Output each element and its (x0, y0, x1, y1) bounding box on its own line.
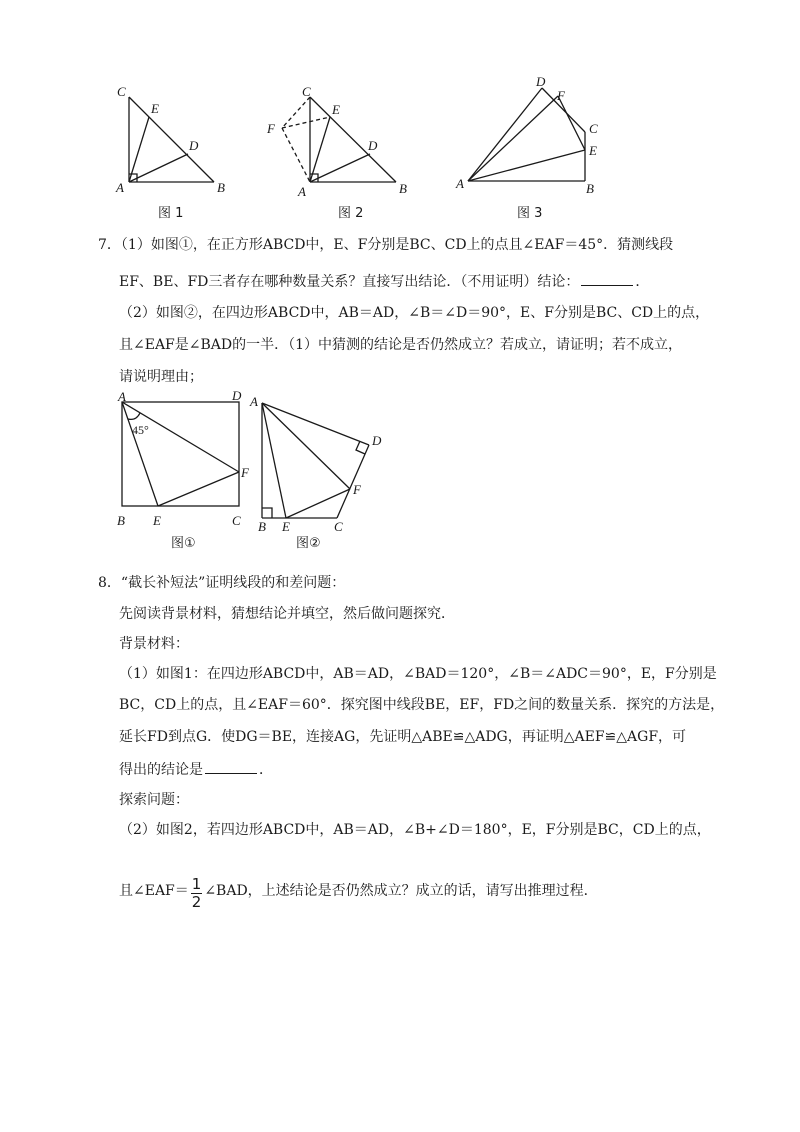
figure-1-caption: 图 1 (158, 206, 184, 221)
q7-line-2-text: EF、BE、FD三者存在哪种数量关系？直接写出结论．（不用证明）结论： (119, 274, 580, 290)
segment-cf-dashed (282, 97, 310, 128)
label-d: D (232, 388, 242, 403)
q7-figure-1-caption: 图① (171, 536, 196, 551)
label-b: B (117, 513, 125, 528)
q7-figure-2-diagram (252, 388, 397, 533)
label-b: B (217, 180, 225, 195)
segment-ae (310, 117, 330, 182)
fraction-numerator: 1 (191, 875, 202, 893)
label-e: E (153, 513, 161, 528)
label-e: E (332, 102, 340, 117)
label-f: F (241, 465, 249, 480)
fraction-one-half (191, 876, 203, 911)
q7-line-2-end: ． (635, 274, 650, 290)
q8-line-3: 背景材料： (119, 636, 189, 652)
label-d: D (189, 138, 199, 153)
answer-blank-q7[interactable] (581, 270, 633, 286)
q7-line-4: 且∠EAF是∠BAD的一半．（1）中猜测的结论是否仍然成立？若成立，请证明；若不成立， (119, 337, 683, 353)
label-a: A (456, 176, 464, 191)
label-b: B (399, 181, 407, 196)
label-d: D (368, 138, 378, 153)
q8-line-7-end: ． (259, 762, 273, 778)
label-e: E (151, 101, 159, 116)
label-b: B (586, 181, 594, 196)
segment-fe-dashed (282, 117, 330, 128)
segment-fa-dashed (282, 128, 310, 182)
q8-line-6: 延长FD到点G．使DG＝BE，连接AG，先证明△ABE≌△ADG，再证明△AEF≌△AGF，可 (119, 729, 687, 745)
q7-line-1-text: （1）如图①，在正方形ABCD中，E、F分别是BC、CD上的点且∠EAF＝45°．猜测线段 (120, 237, 674, 253)
label-f: F (267, 121, 275, 136)
fraction-denominator: 2 (191, 893, 202, 911)
q7-figure-1-diagram (110, 388, 255, 533)
segment-ef (286, 489, 350, 518)
segment-ae (122, 402, 158, 506)
q8-line-10 (119, 876, 598, 911)
q7-line-5: 请说明理由； (119, 369, 203, 385)
q8-line-5: BC，CD上的点，且∠EAF＝60°．探究图中线段BE，EF，FD之间的数量关系．探究的方法是， (119, 697, 725, 713)
angle-arc (128, 413, 140, 419)
q7-line-1 (98, 235, 673, 255)
segment-ae (129, 117, 149, 182)
label-c: C (302, 84, 311, 99)
q7-figure-2 (252, 388, 397, 533)
label-d: D (372, 433, 382, 448)
segment-af (468, 96, 558, 181)
q7-line-3: （2）如图②，在四边形ABCD中，AB＝AD，∠B＝∠D＝90°，E、F分别是BC、CD上的点， (119, 305, 710, 321)
label-e: E (282, 519, 290, 534)
angle-label-45: 45° (132, 423, 149, 437)
segment-ef (158, 472, 239, 506)
q7-line-2 (119, 270, 649, 292)
label-f: F (353, 482, 361, 497)
q8-line-2: 先阅读背景材料，猜想结论并填空，然后做问题探究． (119, 606, 455, 622)
right-angle-mark-b (262, 508, 272, 518)
figure-2-top (262, 78, 422, 198)
label-e: E (589, 143, 597, 158)
q7-number: 7． (98, 237, 121, 253)
q8-line-7-text: 得出的结论是 (119, 762, 203, 778)
segment-ad (468, 88, 542, 181)
q8-line-1: 8．“截长补短法”证明线段的和差问题： (98, 575, 346, 591)
label-a: A (250, 394, 258, 409)
segment-af (262, 403, 350, 489)
label-a: A (298, 184, 306, 199)
figure-3-diagram (450, 70, 610, 200)
segment-fe (558, 96, 585, 150)
segment-ad (310, 154, 370, 182)
segment-af (122, 402, 239, 472)
segment-ad (262, 403, 369, 445)
q7-figure-2-caption: 图② (296, 536, 321, 551)
q7-figure-1 (110, 388, 255, 533)
figure-2-caption: 图 2 (338, 206, 364, 221)
figure-1-diagram (110, 78, 230, 198)
label-c: C (117, 84, 126, 99)
label-a: A (118, 389, 126, 404)
figure-3-top (450, 70, 610, 200)
label-a: A (116, 180, 124, 195)
q8-line-10-end: ∠BAD，上述结论是否仍然成立？成立的话，请写出推理过程． (204, 883, 598, 899)
label-c: C (334, 519, 343, 534)
segment-ad (129, 154, 188, 182)
label-f: F (557, 88, 565, 103)
figure-1-top (110, 78, 230, 198)
label-c: C (232, 513, 241, 528)
figure-3-caption: 图 3 (517, 206, 543, 221)
label-d: D (536, 74, 546, 89)
segment-ae (468, 150, 585, 181)
figure-2-diagram (262, 78, 422, 198)
q8-line-4: （1）如图1：在四边形ABCD中，AB＝AD，∠BAD＝120°，∠B＝∠ADC＝90°，E，F分别是 (119, 666, 717, 682)
q8-line-7 (119, 758, 273, 780)
label-b: B (258, 519, 266, 534)
segment-ae (262, 403, 286, 518)
answer-blank-q8[interactable] (205, 758, 257, 774)
q8-line-10-start: 且∠EAF＝ (119, 883, 189, 899)
label-c: C (589, 121, 598, 136)
q8-line-9: （2）如图2，若四边形ABCD中，AB＝AD，∠B+∠D＝180°，E，F分别是BC，CD上的点， (119, 822, 711, 838)
q8-line-8: 探索问题： (119, 792, 189, 808)
